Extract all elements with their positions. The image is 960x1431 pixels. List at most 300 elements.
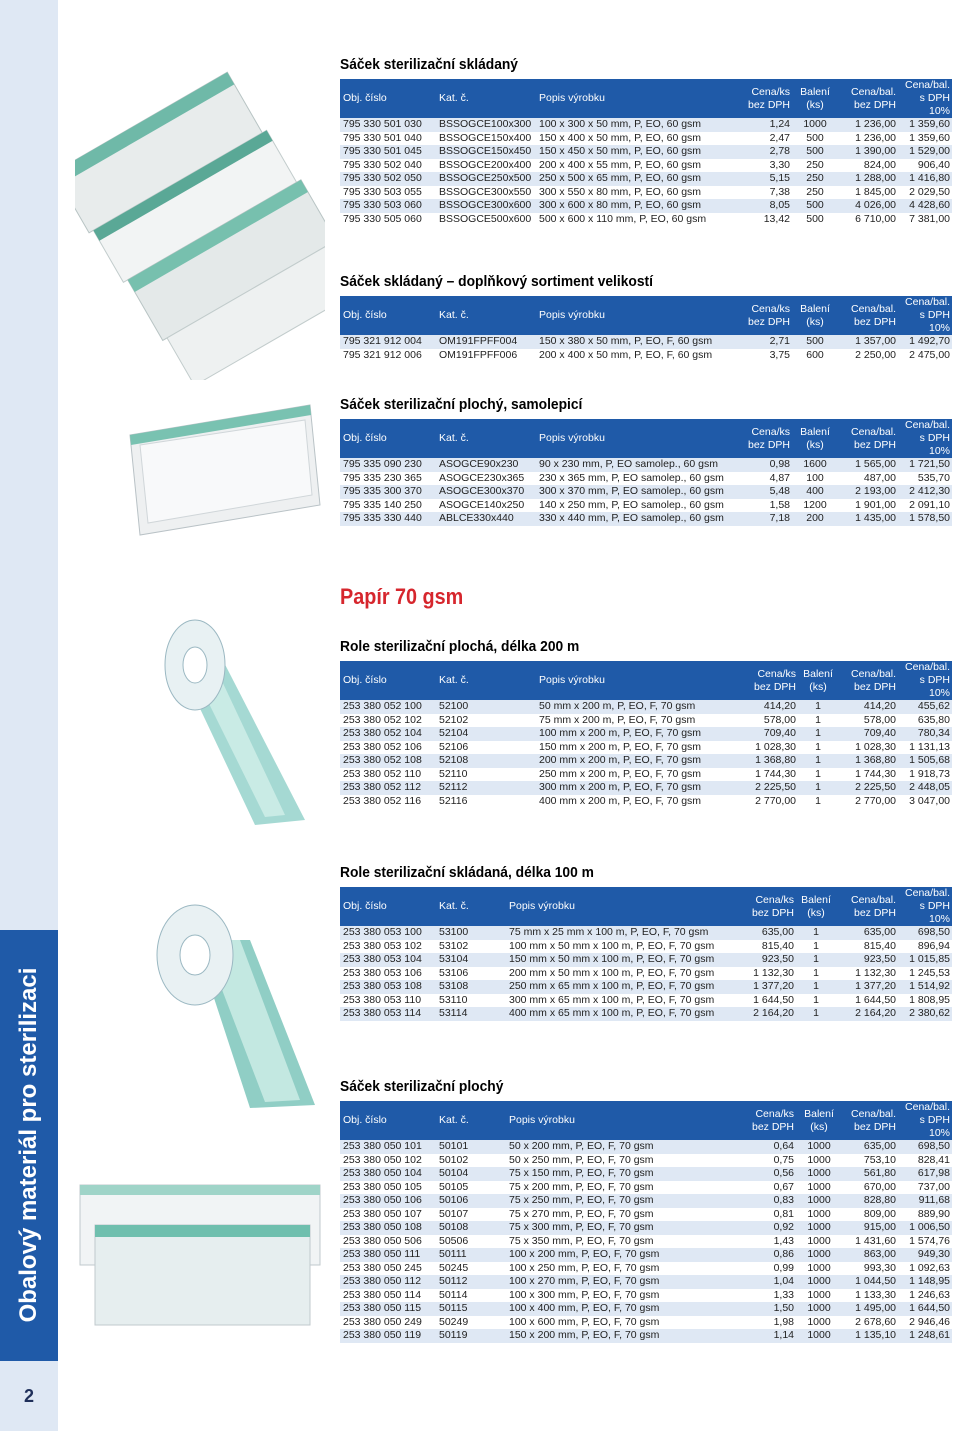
obj-cell: 795 321 912 004 — [340, 335, 436, 349]
header-price-pack-line: Cena/bal. — [851, 893, 896, 906]
header-pack-line: Balení — [804, 1107, 834, 1120]
price-unit-cell: 2 164,20 — [734, 1007, 796, 1021]
price-unit-cell: 4,87 — [732, 472, 792, 486]
pack-cell: 1 — [796, 926, 836, 940]
obj-cell: 253 380 053 102 — [340, 940, 436, 954]
price-pack-cell: 1 357,00 — [838, 335, 898, 349]
paper-heading: Papír 70 gsm — [340, 584, 464, 609]
table-row — [340, 1208, 952, 1222]
price-unit-cell: 1,04 — [734, 1275, 796, 1289]
kat-cell: 50102 — [436, 1154, 506, 1168]
desc-cell: 150 x 400 x 50 mm, P, EO, 60 gsm — [536, 132, 732, 146]
price-unit-cell: 3,75 — [732, 349, 792, 363]
price-pack-vat-cell: 2 475,00 — [898, 349, 952, 363]
header-price-unit-line: Cena/ks — [757, 667, 796, 680]
header-price-pack-line: Cena/bal. — [851, 85, 896, 98]
pack-cell: 1000 — [796, 1167, 842, 1181]
price-pack-vat-cell: 4 428,60 — [898, 199, 952, 213]
kat-cell: 52108 — [436, 754, 536, 768]
price-pack-vat-cell: 1 578,50 — [898, 512, 952, 526]
price-pack-vat-cell: 1 574,76 — [898, 1235, 952, 1249]
obj-cell: 253 380 050 245 — [340, 1262, 436, 1276]
price-pack-vat-cell: 635,80 — [898, 714, 952, 728]
price-pack-cell: 709,40 — [838, 727, 898, 741]
kat-cell: ABLCE330x440 — [436, 512, 536, 526]
price-pack-cell: 1 236,00 — [838, 132, 898, 146]
header-price-pack-line: bez DPH — [853, 680, 896, 693]
table-row — [340, 1167, 952, 1181]
price-pack-cell: 2 770,00 — [838, 795, 898, 809]
header-kat: Kat. č. — [436, 296, 536, 335]
kat-cell: 53106 — [436, 967, 506, 981]
pack-cell: 200 — [792, 512, 838, 526]
section-title: Sáček sterilizační plochý — [340, 1078, 504, 1095]
price-pack-cell: 1 133,30 — [842, 1289, 898, 1303]
obj-cell: 795 330 503 060 — [340, 199, 436, 213]
header-price-pack-vat-line: Cena/bal. — [905, 1101, 950, 1113]
desc-cell: 200 x 400 x 50 mm, P, EO, F, 60 gsm — [536, 349, 732, 363]
kat-cell: 52106 — [436, 741, 536, 755]
pack-cell: 500 — [792, 199, 838, 213]
header-pack — [792, 419, 838, 458]
folded-pouches-photo — [75, 45, 325, 380]
flat-pouch-photo — [120, 395, 325, 540]
obj-cell: 253 380 050 115 — [340, 1302, 436, 1316]
flat-pouches-photo — [75, 1125, 325, 1350]
obj-cell: 253 380 050 107 — [340, 1208, 436, 1222]
price-unit-cell: 1,24 — [732, 118, 792, 132]
price-unit-cell: 414,20 — [732, 700, 798, 714]
desc-cell: 200 mm x 200 m, P, EO, F, 70 gsm — [536, 754, 732, 768]
desc-cell: 250 mm x 65 mm x 100 m, P, EO, F, 70 gsm — [506, 980, 734, 994]
desc-cell: 400 mm x 200 m, P, EO, F, 70 gsm — [536, 795, 732, 809]
price-pack-cell: 1 744,30 — [838, 768, 898, 782]
header-price-pack-vat-line: s DPH 10% — [919, 900, 950, 925]
obj-cell: 253 380 052 112 — [340, 781, 436, 795]
pack-cell: 1000 — [796, 1194, 842, 1208]
table-row — [340, 994, 952, 1008]
price-unit-cell: 1 132,30 — [734, 967, 796, 981]
price-unit-cell: 0,81 — [734, 1208, 796, 1222]
header-kat: Kat. č. — [436, 887, 506, 926]
table-row — [340, 213, 952, 227]
desc-cell: 300 x 550 x 80 mm, P, EO, 60 gsm — [536, 186, 732, 200]
table-header-row — [340, 661, 952, 700]
header-price-pack-vat-line: s DPH 10% — [919, 1114, 950, 1139]
header-price-pack-vat-line: Cena/bal. — [905, 296, 950, 308]
obj-cell: 253 380 050 111 — [340, 1248, 436, 1262]
desc-cell: 90 x 230 mm, P, EO samolep., 60 gsm — [536, 458, 732, 472]
price-pack-cell: 2 250,00 — [838, 349, 898, 363]
section-folded-pouch — [340, 56, 952, 226]
section-flat-pouch — [340, 1078, 952, 1343]
header-price-unit-line: bez DPH — [753, 680, 796, 693]
desc-cell: 100 x 270 mm, P, EO, F, 70 gsm — [506, 1275, 734, 1289]
obj-cell: 253 380 050 105 — [340, 1181, 436, 1195]
kat-cell: OM191FPFF004 — [436, 335, 536, 349]
header-pack-line: Balení — [800, 425, 830, 438]
pack-cell: 1 — [796, 967, 836, 981]
pack-cell: 1200 — [792, 499, 838, 513]
table-header-row — [340, 79, 952, 118]
pack-cell: 1000 — [796, 1275, 842, 1289]
kat-cell: BSSOGCE250x500 — [436, 172, 536, 186]
desc-cell: 50 mm x 200 m, P, EO, F, 70 gsm — [536, 700, 732, 714]
price-unit-cell: 1 028,30 — [732, 741, 798, 755]
price-unit-cell: 1 368,80 — [732, 754, 798, 768]
price-unit-cell: 1,58 — [732, 499, 792, 513]
kat-cell: BSSOGCE500x600 — [436, 213, 536, 227]
header-price-unit-line: bez DPH — [747, 98, 790, 111]
price-unit-cell: 578,00 — [732, 714, 798, 728]
kat-cell: BSSOGCE300x600 — [436, 199, 536, 213]
header-price-unit — [734, 1101, 796, 1140]
obj-cell: 253 380 050 112 — [340, 1275, 436, 1289]
desc-cell: 150 mm x 50 mm x 100 m, P, EO, F, 70 gsm — [506, 953, 734, 967]
obj-cell: 795 321 912 006 — [340, 349, 436, 363]
desc-cell: 300 x 370 mm, P, EO samolep., 60 gsm — [536, 485, 732, 499]
pack-cell: 1 — [798, 795, 838, 809]
desc-cell: 100 x 400 mm, P, EO, F, 70 gsm — [506, 1302, 734, 1316]
pack-cell: 500 — [792, 132, 838, 146]
header-price-pack — [838, 661, 898, 700]
pack-cell: 1 — [796, 1007, 836, 1021]
price-unit-cell: 7,18 — [732, 512, 792, 526]
kat-cell: BSSOGCE100x300 — [436, 118, 536, 132]
desc-cell: 75 x 350 mm, P, EO, F, 70 gsm — [506, 1235, 734, 1249]
kat-cell: 53100 — [436, 926, 506, 940]
kat-cell: 50106 — [436, 1194, 506, 1208]
table-header-row — [340, 1101, 952, 1140]
table-row — [340, 349, 952, 363]
table-row — [340, 1262, 952, 1276]
price-pack-vat-cell: 1 644,50 — [898, 1302, 952, 1316]
header-price-unit — [732, 296, 792, 335]
kat-cell: 50111 — [436, 1248, 506, 1262]
desc-cell: 75 x 150 mm, P, EO, F, 70 gsm — [506, 1167, 734, 1181]
header-desc: Popis výrobku — [506, 887, 734, 926]
header-price-unit — [732, 79, 792, 118]
kat-cell: 50506 — [436, 1235, 506, 1249]
price-pack-vat-cell: 1 131,13 — [898, 741, 952, 755]
price-unit-cell: 2 225,50 — [732, 781, 798, 795]
table-row — [340, 499, 952, 513]
table-row — [340, 953, 952, 967]
header-pack — [796, 887, 836, 926]
pack-cell: 1000 — [796, 1208, 842, 1222]
price-table — [340, 1101, 952, 1343]
header-price-pack-vat-line: Cena/bal. — [905, 661, 950, 673]
price-pack-cell: 487,00 — [838, 472, 898, 486]
pack-cell: 1 — [796, 980, 836, 994]
price-unit-cell: 1,43 — [734, 1235, 796, 1249]
price-unit-cell: 0,83 — [734, 1194, 796, 1208]
section-title: Sáček skládaný – doplňkový sortiment velikostí — [340, 273, 653, 290]
price-pack-vat-cell: 1 015,85 — [898, 953, 952, 967]
header-pack-line: (ks) — [807, 906, 825, 919]
pack-cell: 1000 — [796, 1329, 842, 1343]
header-obj: Obj. číslo — [340, 887, 436, 926]
header-desc: Popis výrobku — [536, 79, 732, 118]
price-pack-vat-cell: 2 412,30 — [898, 485, 952, 499]
header-price-unit — [732, 419, 792, 458]
price-pack-cell: 414,20 — [838, 700, 898, 714]
price-pack-vat-cell: 1 248,61 — [898, 1329, 952, 1343]
table-row — [340, 1007, 952, 1021]
table-row — [340, 145, 952, 159]
desc-cell: 150 x 200 mm, P, EO, F, 70 gsm — [506, 1329, 734, 1343]
header-price-pack-vat-line: s DPH 10% — [919, 432, 950, 457]
header-price-pack-vat — [898, 296, 952, 335]
kat-cell: 52100 — [436, 700, 536, 714]
table-row — [340, 172, 952, 186]
price-pack-vat-cell: 1 529,00 — [898, 145, 952, 159]
header-price-pack-line: Cena/bal. — [851, 1107, 896, 1120]
kat-cell: 50249 — [436, 1316, 506, 1330]
header-price-unit — [732, 661, 798, 700]
pack-cell: 1000 — [796, 1221, 842, 1235]
pack-cell: 1000 — [796, 1289, 842, 1303]
desc-cell: 330 x 440 mm, P, EO samolep., 60 gsm — [536, 512, 732, 526]
obj-cell: 795 330 501 030 — [340, 118, 436, 132]
section-title: Role sterilizační skládaná, délka 100 m — [340, 864, 594, 881]
header-obj: Obj. číslo — [340, 1101, 436, 1140]
obj-cell: 795 330 502 050 — [340, 172, 436, 186]
price-unit-cell: 0,92 — [734, 1221, 796, 1235]
section-title: Sáček sterilizační skládaný — [340, 56, 518, 73]
kat-cell: 50112 — [436, 1275, 506, 1289]
pack-cell: 1000 — [796, 1235, 842, 1249]
table-row — [340, 1316, 952, 1330]
header-kat: Kat. č. — [436, 419, 536, 458]
price-pack-vat-cell: 780,34 — [898, 727, 952, 741]
desc-cell: 300 mm x 200 m, P, EO, F, 70 gsm — [536, 781, 732, 795]
desc-cell: 100 x 600 mm, P, EO, F, 70 gsm — [506, 1316, 734, 1330]
price-pack-cell: 578,00 — [838, 714, 898, 728]
pack-cell: 1600 — [792, 458, 838, 472]
header-price-pack-vat-line: s DPH 10% — [919, 309, 950, 334]
price-unit-cell: 0,86 — [734, 1248, 796, 1262]
obj-cell: 253 380 053 110 — [340, 994, 436, 1008]
price-unit-cell: 8,05 — [732, 199, 792, 213]
pack-cell: 500 — [792, 213, 838, 227]
price-pack-vat-cell: 1 148,95 — [898, 1275, 952, 1289]
price-pack-cell: 1 236,00 — [838, 118, 898, 132]
kat-cell: OM191FPFF006 — [436, 349, 536, 363]
header-price-pack-line: bez DPH — [853, 98, 896, 111]
price-unit-cell: 1 377,20 — [734, 980, 796, 994]
header-kat: Kat. č. — [436, 79, 536, 118]
obj-cell: 253 380 052 116 — [340, 795, 436, 809]
desc-cell: 140 x 250 mm, P, EO samolep., 60 gsm — [536, 499, 732, 513]
price-pack-cell: 1 390,00 — [838, 145, 898, 159]
desc-cell: 150 x 380 x 50 mm, P, EO, F, 60 gsm — [536, 335, 732, 349]
pack-cell: 250 — [792, 172, 838, 186]
price-pack-vat-cell: 1 092,63 — [898, 1262, 952, 1276]
table-row — [340, 714, 952, 728]
header-kat: Kat. č. — [436, 1101, 506, 1140]
kat-cell: 53104 — [436, 953, 506, 967]
pack-cell: 1 — [796, 994, 836, 1008]
gusseted-roll-photo — [75, 880, 325, 1110]
obj-cell: 795 330 503 055 — [340, 186, 436, 200]
price-pack-vat-cell: 949,30 — [898, 1248, 952, 1262]
table-row — [340, 118, 952, 132]
section-title: Sáček sterilizační plochý, samolepicí — [340, 396, 583, 413]
kat-cell: 52102 — [436, 714, 536, 728]
header-price-pack-vat-line: s DPH 10% — [919, 674, 950, 699]
table-row — [340, 727, 952, 741]
header-price-unit-line: bez DPH — [747, 315, 790, 328]
price-pack-cell: 1 901,00 — [838, 499, 898, 513]
kat-cell: 50105 — [436, 1181, 506, 1195]
kat-cell: 50245 — [436, 1262, 506, 1276]
desc-cell: 50 x 250 mm, P, EO, F, 70 gsm — [506, 1154, 734, 1168]
obj-cell: 253 380 052 104 — [340, 727, 436, 741]
price-pack-vat-cell: 2 946,46 — [898, 1316, 952, 1330]
pack-cell: 1 — [798, 700, 838, 714]
pack-cell: 600 — [792, 349, 838, 363]
header-price-pack-line: bez DPH — [853, 438, 896, 451]
price-pack-cell: 2 225,50 — [838, 781, 898, 795]
desc-cell: 250 x 500 x 65 mm, P, EO, 60 gsm — [536, 172, 732, 186]
obj-cell: 253 380 053 108 — [340, 980, 436, 994]
pack-cell: 1 — [798, 741, 838, 755]
price-pack-vat-cell: 1 006,50 — [898, 1221, 952, 1235]
table-row — [340, 1194, 952, 1208]
obj-cell: 795 330 501 045 — [340, 145, 436, 159]
header-price-unit — [734, 887, 796, 926]
section-title: Role sterilizační plochá, délka 200 m — [340, 638, 580, 655]
table-row — [340, 1154, 952, 1168]
price-pack-cell: 809,00 — [842, 1208, 898, 1222]
price-pack-cell: 824,00 — [838, 159, 898, 173]
desc-cell: 75 mm x 25 mm x 100 m, P, EO, F, 70 gsm — [506, 926, 734, 940]
table-row — [340, 781, 952, 795]
price-unit-cell: 1,14 — [734, 1329, 796, 1343]
pack-cell: 250 — [792, 186, 838, 200]
table-row — [340, 1221, 952, 1235]
desc-cell: 50 x 200 mm, P, EO, F, 70 gsm — [506, 1140, 734, 1154]
price-pack-vat-cell: 2 448,05 — [898, 781, 952, 795]
table-row — [340, 980, 952, 994]
desc-cell: 75 x 300 mm, P, EO, F, 70 gsm — [506, 1221, 734, 1235]
desc-cell: 75 x 200 mm, P, EO, F, 70 gsm — [506, 1181, 734, 1195]
price-unit-cell: 0,56 — [734, 1167, 796, 1181]
header-obj: Obj. číslo — [340, 296, 436, 335]
header-price-unit-line: bez DPH — [747, 438, 790, 451]
price-unit-cell: 815,40 — [734, 940, 796, 954]
section-flat-roll — [340, 638, 952, 808]
obj-cell: 253 380 050 114 — [340, 1289, 436, 1303]
header-desc: Popis výrobku — [506, 1101, 734, 1140]
obj-cell: 253 380 050 101 — [340, 1140, 436, 1154]
header-price-pack-line: bez DPH — [853, 906, 896, 919]
obj-cell: 795 335 140 250 — [340, 499, 436, 513]
obj-cell: 253 380 053 104 — [340, 953, 436, 967]
price-pack-vat-cell: 617,98 — [898, 1167, 952, 1181]
price-pack-cell: 561,80 — [842, 1167, 898, 1181]
desc-cell: 200 mm x 50 mm x 100 m, P, EO, F, 70 gsm — [506, 967, 734, 981]
price-unit-cell: 2,78 — [732, 145, 792, 159]
section-folded-supplementary — [340, 273, 952, 362]
price-pack-cell: 4 026,00 — [838, 199, 898, 213]
obj-cell: 253 380 050 119 — [340, 1329, 436, 1343]
price-pack-vat-cell: 455,62 — [898, 700, 952, 714]
table-row — [340, 795, 952, 809]
price-pack-vat-cell: 1 721,50 — [898, 458, 952, 472]
pack-cell: 400 — [792, 485, 838, 499]
header-desc: Popis výrobku — [536, 661, 732, 700]
header-price-unit-line: bez DPH — [751, 1120, 794, 1133]
price-pack-vat-cell: 698,50 — [898, 926, 952, 940]
header-price-pack-line: Cena/bal. — [851, 667, 896, 680]
header-obj: Obj. číslo — [340, 79, 436, 118]
header-price-pack-vat — [898, 419, 952, 458]
price-table — [340, 887, 952, 1021]
price-pack-vat-cell: 1 514,92 — [898, 980, 952, 994]
price-pack-cell: 915,00 — [842, 1221, 898, 1235]
table-row — [340, 512, 952, 526]
obj-cell: 795 330 505 060 — [340, 213, 436, 227]
desc-cell: 100 x 200 mm, P, EO, F, 70 gsm — [506, 1248, 734, 1262]
price-unit-cell: 13,42 — [732, 213, 792, 227]
section-gusseted-roll — [340, 864, 952, 1021]
kat-cell: BSSOGCE150x450 — [436, 145, 536, 159]
header-pack-line: Balení — [800, 302, 830, 315]
desc-cell: 75 x 250 mm, P, EO, F, 70 gsm — [506, 1194, 734, 1208]
price-unit-cell: 923,50 — [734, 953, 796, 967]
header-price-unit-line: Cena/ks — [751, 425, 790, 438]
price-pack-cell: 993,30 — [842, 1262, 898, 1276]
price-pack-cell: 2 164,20 — [836, 1007, 898, 1021]
kat-cell: 50107 — [436, 1208, 506, 1222]
kat-cell: ASOGCE300x370 — [436, 485, 536, 499]
header-price-pack-line: Cena/bal. — [851, 302, 896, 315]
section-flat-selfseal — [340, 396, 952, 526]
price-unit-cell: 0,75 — [734, 1154, 796, 1168]
header-price-pack-vat — [898, 1101, 952, 1140]
price-pack-cell: 1 368,80 — [838, 754, 898, 768]
obj-cell: 253 380 052 102 — [340, 714, 436, 728]
header-pack — [792, 296, 838, 335]
header-pack-line: (ks) — [810, 1120, 828, 1133]
header-price-pack-vat — [898, 661, 952, 700]
price-pack-vat-cell: 1 808,95 — [898, 994, 952, 1008]
price-pack-vat-cell: 737,00 — [898, 1181, 952, 1195]
desc-cell: 75 mm x 200 m, P, EO, F, 70 gsm — [536, 714, 732, 728]
obj-cell: 253 380 050 104 — [340, 1167, 436, 1181]
kat-cell: 52112 — [436, 781, 536, 795]
price-pack-vat-cell: 2 029,50 — [898, 186, 952, 200]
table-row — [340, 335, 952, 349]
price-unit-cell: 5,48 — [732, 485, 792, 499]
kat-cell: 50115 — [436, 1302, 506, 1316]
desc-cell: 200 x 400 x 55 mm, P, EO, 60 gsm — [536, 159, 732, 173]
kat-cell: 50119 — [436, 1329, 506, 1343]
flat-roll-photo — [75, 605, 325, 830]
header-obj: Obj. číslo — [340, 419, 436, 458]
header-price-unit-line: Cena/ks — [755, 893, 794, 906]
table-row — [340, 967, 952, 981]
table-row — [340, 1248, 952, 1262]
kat-cell: 50101 — [436, 1140, 506, 1154]
table-row — [340, 1289, 952, 1303]
obj-cell: 253 380 050 108 — [340, 1221, 436, 1235]
pack-cell: 1000 — [796, 1302, 842, 1316]
header-price-pack — [836, 887, 898, 926]
kat-cell: 52110 — [436, 768, 536, 782]
